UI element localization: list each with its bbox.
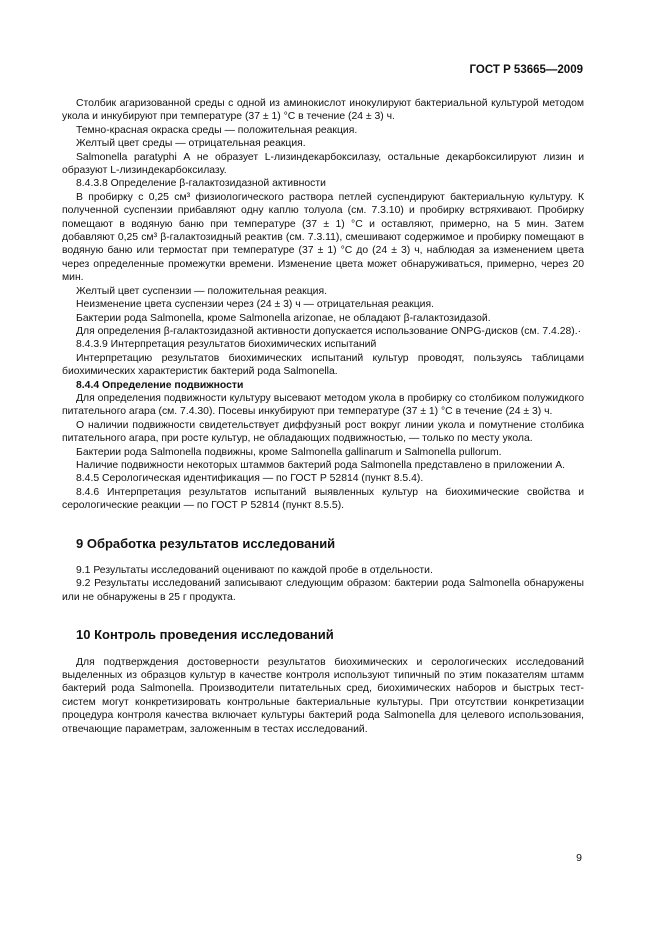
clause-heading-8-4-4: 8.4.4 Определение подвижности (76, 379, 244, 391)
paragraph: Для подтверждения достоверности результатов биохимических и серологических исследований выделенных из образцов культур в качестве контроля используют типичный по этим показателям штамм бактерий рода Salmonella. Производители питательных сред, биохимических наборов и быстрых тест-систем могут конкретизировать контрольные бактериальные культуры. При отсутствии конкретизации процедура контроля качества включает культуры бактерий рода Salmonella для целевого использования, отвечающие параметрам, заложенным в тестах исследований. (62, 656, 584, 735)
paragraph: О наличии подвижности свидетельствует диффузный рост вокруг линии укола и помутнение столбика питательного агара, при росте культур, не обладающих подвижностью, — только по месту укола. (62, 419, 584, 445)
paragraph: Для определения β-галактозидазной активности допускается использование ONPG-дисков (см. 7.4.28).· (76, 325, 582, 337)
standard-header: ГОСТ Р 53665—2009 (469, 64, 583, 76)
paragraph: Salmonella paratyphi А не образует L-лизиндекарбоксилазу, остальные декарбоксилируют лизин и образуют L-лизиндекарбоксилазу. (62, 151, 584, 177)
paragraph: Наличие подвижности некоторых штаммов бактерий рода Salmonella представлено в приложении А. (76, 459, 566, 471)
page-number: 9 (576, 852, 582, 864)
paragraph: Бактерии рода Salmonella подвижны, кроме Salmonella gallinarum и Salmonella pullorum. (76, 446, 502, 458)
paragraph: Темно-красная окраска среды — положительная реакция. (76, 124, 358, 136)
paragraph: Желтый цвет среды — отрицательная реакция. (76, 138, 306, 150)
subclause-heading: 8.4.3.8 Определение β-галактозидазной активности (76, 178, 326, 190)
paragraph: 8.4.6 Интерпретация результатов испытаний выявленных культур на биохимические свойства и серологические реакции — по ГОСТ Р 52814 (пункт 8.5.5). (62, 486, 584, 512)
subclause-heading: 8.4.3.9 Интерпретация результатов биохимических испытаний (76, 339, 377, 351)
paragraph: Бактерии рода Salmonella, кроме Salmonella arizonae, не обладают β-галактозидазой. (76, 312, 491, 324)
paragraph: Для определения подвижности культуру высевают методом укола в пробирку со столбиком полужидкого питательного агара (см. 7.4.30). Посевы инкубируют при температуре (37 ± 1) °С в течение (24 ± 3) ч. (62, 392, 584, 418)
paragraph: Неизменение цвета суспензии через (24 ± 3) ч — отрицательная реакция. (76, 299, 434, 311)
paragraph: В пробирку с 0,25 см³ физиологического раствора петлей суспендируют бактериальную культуру. К полученной суспензии прибавляют одну каплю толуола (см. 7.3.10) и пробирку встряхивают. Пробирку помещают в водяную баню при температуре (37 ± 1) °С и оставляют, примерно, на 5 мин. Затем добавляют 0,25 см³ β-галактозидный реактив (см. 7.3.11), смешивают содержимое и пробирку помещают в водяную баню или термостат при температуре (37 ± 1) °С до (24 ± 3) ч, наблюдая за изменением цвета через определенные промежутки времени. Изменение цвета может обнаруживаться, примерно, через 20 мин. (62, 191, 584, 284)
document-body (62, 97, 584, 736)
paragraph: Интерпретацию результатов биохимических испытаний культур проводят, пользуясь таблицами биохимических характеристик бактерий рода Salmonella. (62, 352, 584, 378)
section-10-heading: 10 Контроль проведения исследований (76, 627, 334, 643)
paragraph: 9.2 Результаты исследований записывают следующим образом: бактерии рода Salmonella обнаружены или не обнаружены в 25 г продукта. (62, 578, 584, 603)
paragraph: 8.4.5 Серологическая идентификация — по ГОСТ Р 52814 (пункт 8.5.4). (76, 473, 424, 485)
section-9-heading: 9 Обработка результатов исследований (76, 535, 336, 551)
paragraph: Столбик агаризованной среды с одной из аминокислот инокулируют бактериальной культурой методом укола и инкубируют при температуре (37 ± 1) °С в течение (24 ± 3) ч. (62, 98, 584, 123)
paragraph: Желтый цвет суспензии — положительная реакция. (76, 285, 327, 297)
paragraph: 9.1 Результаты исследований оценивают по каждой пробе в отдельности. (76, 565, 433, 576)
